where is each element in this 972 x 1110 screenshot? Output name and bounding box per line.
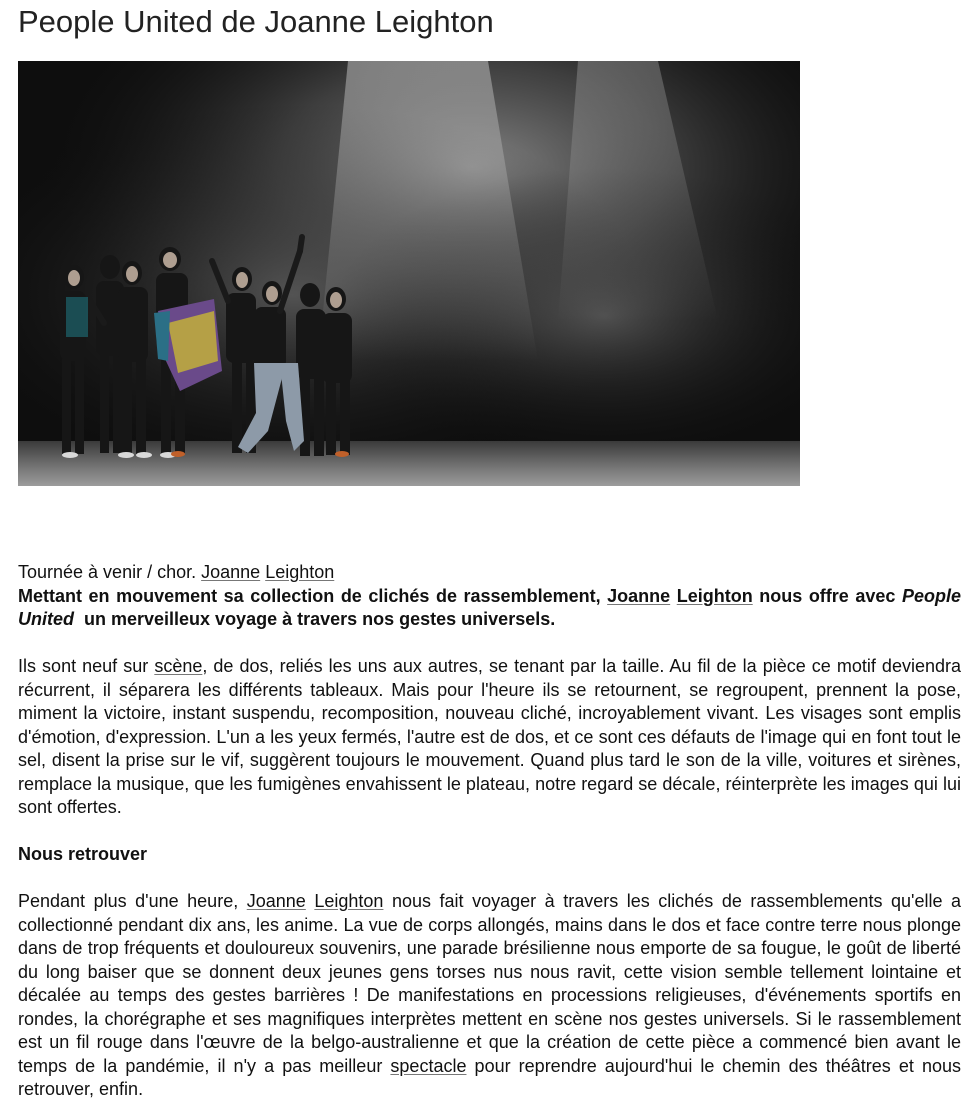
article-photo	[18, 61, 800, 486]
paragraph-2-text-3: pour reprendre aujourd'hui le chemin des théâtres et nous retrouver, enfin.	[18, 1055, 961, 1099]
author-first-name-link[interactable]: Joanne	[201, 562, 261, 582]
lead-text-1: Mettant en mouvement sa collection de clichés de rassemblement,	[18, 585, 608, 606]
article-lead	[18, 585, 961, 632]
p2-author-last-name-link[interactable]: Leighton	[314, 891, 384, 911]
paragraph-1-text-1: Ils sont neuf sur	[18, 656, 155, 676]
paragraph-2-text-1: Pendant plus d'une heure,	[18, 891, 247, 911]
lead-author-last-name-link[interactable]: Leighton	[676, 585, 753, 606]
article-meta	[18, 561, 961, 585]
paragraph-1	[18, 655, 961, 820]
page-title: People United de Joanne Leighton	[18, 4, 494, 39]
stage-dancers-image	[18, 61, 800, 486]
paragraph-1-text-2: , de dos, reliés les uns aux autres, se tenant par la taille. Au fil de la pièce ce motif deviendra récurrent, il séparera les différents tableaux. Mais pour l'heure ils se retournent, se regroupent, prennent la pose, miment la victoire, instant suspendu, recomposition, nouveau cliché, incroyablement vivant. Les visages sont emplis d'émotion, d'expression. L'un a les yeux fermés, l'autre est de dos, et ce sont ces défauts de l'image qui en font tout le sel, disent la prise sur le vif, suggèrent toujours le mouvement. Quand plus tard le son de la ville, voitures et sirènes, remplace la musique, que les fumigènes envahissent le plateau, notre regard se décale, réinterprète les images qui lui sont offertes.	[18, 656, 961, 817]
p2-author-first-name-link[interactable]: Joanne	[246, 891, 306, 911]
spectacle-link[interactable]: spectacle	[390, 1055, 467, 1076]
paragraph-2	[18, 890, 961, 1102]
scene-link[interactable]: scène	[154, 656, 203, 676]
lead-show-title: People United	[18, 585, 961, 629]
paragraph-2-text-2: nous fait voyager à travers les clichés de rassemblements qu'elle a collectionné pendant dix ans, les anime. La vue de corps allongés, mains dans le dos et face contre terre nous plonge dans de trop fréquents et douloureux souvenirs, une parade brésilienne nous emporte de sa fougue, le goût de liberté du long baiser que se donnent deux jeunes gens torses nus nous ravit, cette vision semble tellement lointaine et décalée au temps des gestes barrières ! De manifestations en processions religieuses, d'événements sportifs en rondes, la chorégraphe et ses magnifiques interprètes mettent en scène nos gestes universels. Si le rassemblement est un fil rouge dans l'œuvre de la belgo-australienne et que la création de cette pièce a commencé bien avant le temps de la pandémie, il n'y a pas meilleur	[18, 891, 962, 1076]
meta-prefix: Tournée à venir / chor.	[18, 562, 202, 582]
lead-text-3: un merveilleux voyage à travers nos gestes universels.	[74, 609, 556, 629]
author-last-name-link[interactable]: Leighton	[265, 562, 335, 582]
section-subheading: Nous retrouver	[18, 844, 148, 864]
lead-author-first-name-link[interactable]: Joanne	[607, 585, 671, 606]
article-body	[18, 561, 961, 1102]
lead-text-2: nous offre avec	[752, 585, 902, 606]
